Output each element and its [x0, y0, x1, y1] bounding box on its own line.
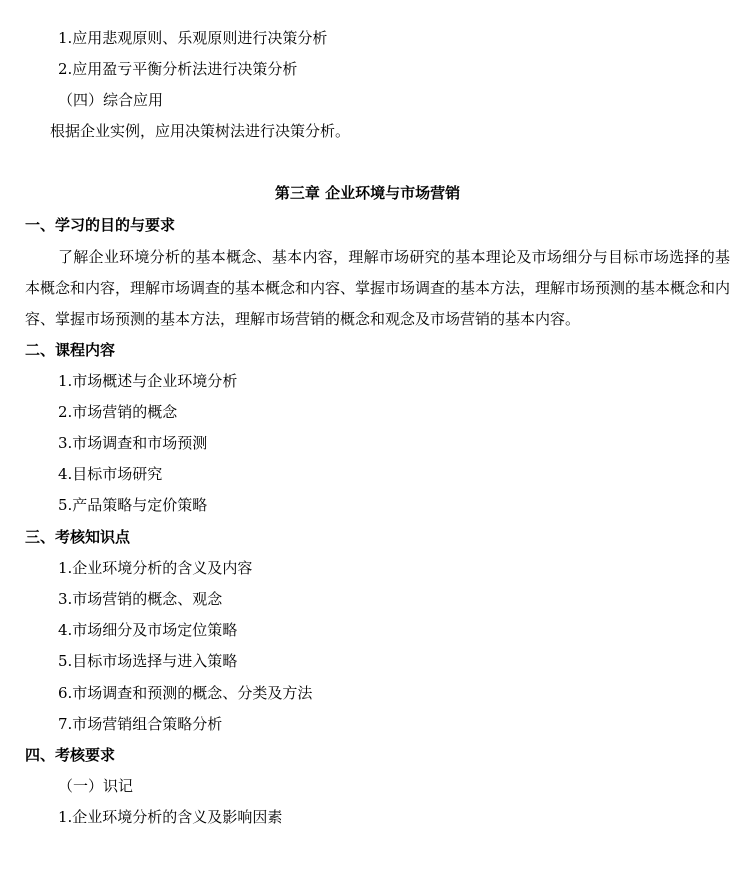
list-item: 1.企业环境分析的含义及内容	[58, 559, 253, 577]
list-item: 4.目标市场研究	[58, 465, 163, 483]
section-heading: 四、考核要求	[25, 746, 116, 764]
list-item: 6.市场调查和预测的概念、分类及方法	[58, 684, 313, 702]
list-item: 2.应用盈亏平衡分析法进行决策分析	[58, 60, 298, 78]
chapter-title: 第三章 企业环境与市场营销	[274, 184, 461, 202]
list-item: 4.市场细分及市场定位策略	[58, 621, 238, 639]
paragraph: 根据企业实例，应用决策树法进行决策分析。	[50, 122, 351, 140]
list-item: 5.目标市场选择与进入策略	[58, 652, 238, 670]
section-heading: 三、考核知识点	[25, 528, 131, 546]
list-item: 1.市场概述与企业环境分析	[58, 372, 238, 390]
list-item: 3.市场调查和市场预测	[58, 434, 208, 452]
subheading: （四）综合应用	[58, 91, 164, 109]
list-item: 5.产品策略与定价策略	[58, 496, 208, 514]
list-item: 1.应用悲观原则、乐观原则进行决策分析	[58, 29, 328, 47]
list-item: 2.市场营销的概念	[58, 403, 178, 421]
paragraph: 了解企业环境分析的基本概念、基本内容，理解市场研究的基本理论及市场细分与目标市场选择的基本概念和内容，理解市场调查的基本概念和内容、掌握市场调查的基本方法，理解市场预测的基本概念和内容、掌握市场预测的基本方法，理解市场营销的概念和观念及市场营销的基本内容。	[25, 248, 731, 328]
section-heading: 一、学习的目的与要求	[25, 216, 176, 234]
section-heading: 二、课程内容	[25, 341, 116, 359]
subheading: （一）识记	[58, 777, 134, 795]
list-item: 7.市场营销组合策略分析	[58, 715, 223, 733]
list-item: 3.市场营销的概念、观念	[58, 590, 223, 608]
list-item: 1.企业环境分析的含义及影响因素	[58, 808, 283, 826]
